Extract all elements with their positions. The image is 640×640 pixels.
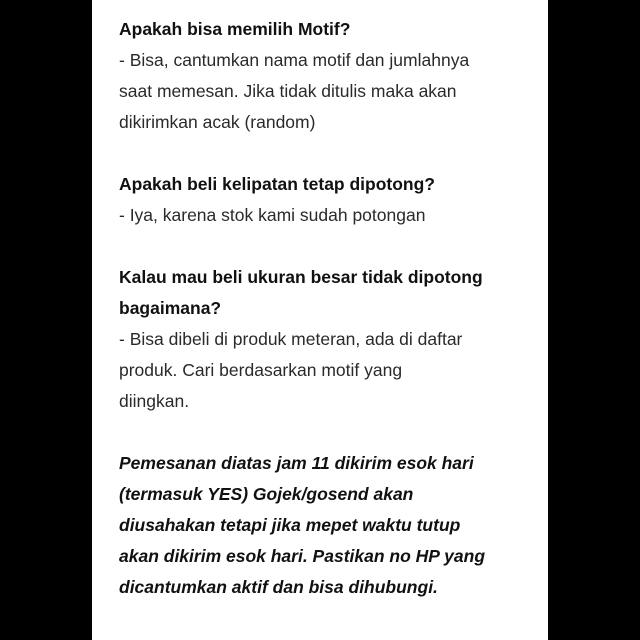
answer-line: diingkan. bbox=[119, 391, 190, 411]
spacer bbox=[119, 231, 548, 262]
question-line: bagaimana? bbox=[119, 298, 222, 318]
faq-item-large-size bbox=[119, 262, 548, 417]
question-line: Kalau mau beli ukuran besar tidak dipotong bbox=[119, 267, 483, 287]
faq-question bbox=[119, 169, 548, 200]
notice-line: (termasuk YES) Gojek/gosend akan bbox=[119, 484, 414, 504]
answer-line: - Bisa, cantumkan nama motif dan jumlahnya bbox=[119, 50, 470, 70]
spacer bbox=[119, 138, 548, 169]
faq-item-choose-motif bbox=[119, 14, 548, 138]
faq-question bbox=[119, 262, 548, 324]
faq-item-multiples-cut bbox=[119, 169, 548, 231]
notice-line: Pemesanan diatas jam 11 dikirim esok hari bbox=[119, 453, 474, 473]
answer-line: dikirimkan acak (random) bbox=[119, 112, 316, 132]
answer-line: produk. Cari berdasarkan motif yang bbox=[119, 360, 403, 380]
faq-question bbox=[119, 14, 548, 45]
faq-answer bbox=[119, 45, 548, 138]
notice-line: dicantumkan aktif dan bisa dihubungi. bbox=[119, 577, 438, 597]
answer-line: saat memesan. Jika tidak ditulis maka akan bbox=[119, 81, 457, 101]
answer-line: - Bisa dibeli di produk meteran, ada di daftar bbox=[119, 329, 463, 349]
notice-line: akan dikirim esok hari. Pastikan no HP yang bbox=[119, 546, 486, 566]
faq-answer bbox=[119, 324, 548, 417]
question-line: Apakah beli kelipatan tetap dipotong? bbox=[119, 174, 435, 194]
shipping-notice bbox=[119, 448, 548, 603]
question-line: Apakah bisa memilih Motif? bbox=[119, 19, 351, 39]
spacer bbox=[119, 417, 548, 448]
answer-line: - Iya, karena stok kami sudah potongan bbox=[119, 205, 426, 225]
notice-line: diusahakan tetapi jika mepet waktu tutup bbox=[119, 515, 461, 535]
faq-answer bbox=[119, 200, 548, 231]
faq-card bbox=[92, 0, 548, 640]
